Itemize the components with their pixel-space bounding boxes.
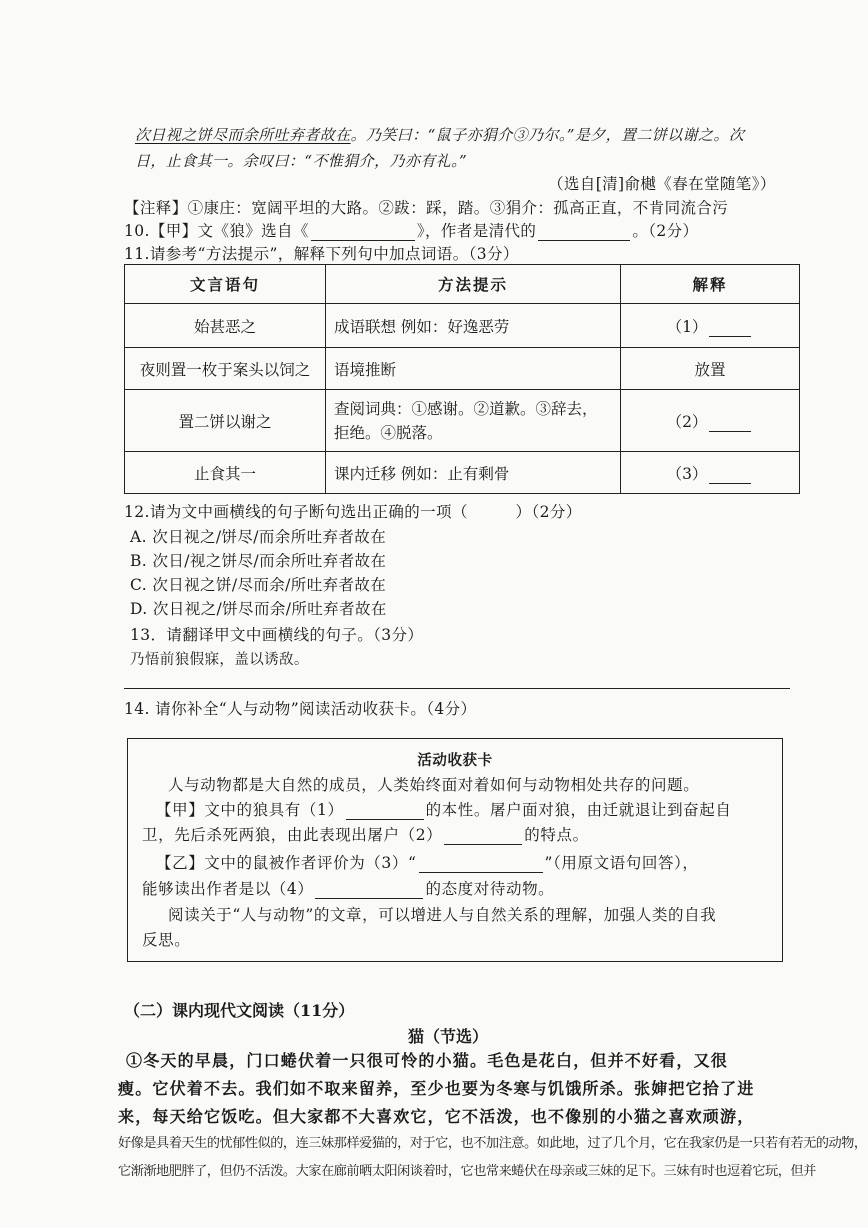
essay-line-2: 瘦。它伏着不去。我们如不取来留养，至少也要为冬寒与饥饿所杀。张婶把它拾了进 — [118, 1079, 755, 1098]
question-10: 10.【甲】文《狼》选自《 》，作者是清代的 。（2分） — [124, 222, 699, 240]
card-title: 活动收获卡 — [417, 752, 493, 769]
essay-title: 猫（节选） — [408, 1027, 489, 1046]
question-12-title: 12.请为文中画横线的句子断句选出正确的一项（ ）（2分） — [124, 503, 582, 521]
essay-line-3: 来，每天给它饭吃。但大家都不大喜欢它，它不活泼，也不像别的小猫之喜欢顽游， — [118, 1107, 755, 1126]
card-p7: 反思。 — [142, 931, 191, 949]
essay-line-5: 它渐渐地肥胖了，但仍不活泼。大家在廊前晒太阳闲谈着时，它也常来蜷伏在母亲或三妹的足下。三妹有时也逗着它玩，但并 — [118, 1164, 816, 1179]
card-blank-3[interactable] — [419, 871, 543, 873]
header-sentence: 文言语句 — [125, 265, 326, 304]
essay-line-4: 好像是具着天生的忧郁性似的，连三妹那样爱猫的，对于它，也不加注意。如此地，过了几个月，它在我家仍是一只若有若无的动物， — [118, 1136, 867, 1151]
row4-sentence: 止食其一 — [125, 452, 326, 494]
card-p4: 【乙】文中的鼠被作者评价为（3）“ ”（用原文语句回答）， — [156, 854, 699, 872]
question-14-title: 14. 请你补全“人与动物”阅读活动收获卡。（4分） — [124, 700, 477, 718]
blank-book-title[interactable] — [311, 239, 415, 241]
q13-sentence: 乃悟前狼假寐，盖以诱敌。 — [130, 652, 309, 668]
answer-blank-3[interactable] — [709, 482, 751, 484]
card-blank-4[interactable] — [315, 897, 423, 899]
card-blank-2[interactable] — [444, 843, 522, 845]
row2-sentence: 夜则置一枚于案头以饲之 — [125, 348, 326, 390]
blank-author[interactable] — [538, 239, 630, 241]
card-p1: 人与动物都是大自然的成员，人类始终面对着如何与动物相处共存的问题。 — [168, 776, 700, 794]
passage-line-1: 次日视之饼尽而余所吐弃者故在。乃笑曰：“鼠子亦狷介③乃尔。”是夕，置二饼以谢之。次 — [135, 126, 745, 144]
q12-option-c[interactable]: C. 次日视之饼/尽而余/所吐弃者故在 — [130, 576, 387, 594]
section-2-heading: （二）课内现代文阅读（11分） — [124, 1001, 355, 1020]
row2-tip: 语境推断 — [326, 348, 621, 390]
activity-card — [127, 738, 783, 962]
q12-option-b[interactable]: B. 次日/视之饼尽/而余所吐弃者故在 — [130, 552, 387, 570]
header-tip: 方法提示 — [326, 265, 621, 304]
question-13-title: 13．请翻译甲文中画横线的句子。（3分） — [130, 626, 424, 644]
row3-tip: 查阅词典：①感谢。②道歉。③辞去，拒绝。④脱落。 — [326, 390, 621, 452]
card-p6: 阅读关于“人与动物”的文章，可以增进人与自然关系的理解，加强人类的自我 — [168, 906, 717, 924]
card-p5: 能够读出作者是以（4） 的态度对待动物。 — [142, 880, 555, 898]
card-blank-1[interactable] — [346, 818, 424, 820]
notes: 【注释】①康庄：宽阔平坦的大路。②跋：踩，踏。③狷介：孤高正直，不肯同流合污 — [124, 199, 729, 217]
answer-line-q13[interactable] — [124, 688, 790, 689]
card-p3: 卫，先后杀死两狼，由此表现出屠户（2） 的特点。 — [142, 826, 589, 844]
header-answer: 解释 — [621, 265, 800, 304]
card-p2: 【甲】文中的狼具有（1） 的本性。屠户面对狼，由迁就退让到奋起自 — [156, 801, 732, 819]
question-11-title: 11.请参考“方法提示”，解释下列句中加点词语。（3分） — [124, 245, 519, 263]
essay-line-1: ①冬天的早晨，门口蜷伏着一只很可怜的小猫。毛色是花白，但并不好看，又很 — [126, 1051, 729, 1070]
q12-option-a[interactable]: A. 次日视之/饼尽/而余所吐弃者故在 — [130, 528, 387, 546]
q11-table — [124, 264, 800, 494]
row3-answer: （2） — [621, 390, 800, 452]
row1-sentence: 始甚恶之 — [125, 304, 326, 348]
passage-line-2: 日，止食其一。余叹曰：“不惟狷介，乃亦有礼。” — [135, 152, 468, 170]
row1-answer: （1） — [621, 304, 800, 348]
answer-blank-2[interactable] — [709, 430, 751, 432]
row1-tip: 成语联想 例如：好逸恶劳 — [326, 304, 621, 348]
q12-option-d[interactable]: D. 次日视之/饼尽而余/所吐弃者故在 — [130, 600, 387, 618]
row4-answer: （3） — [621, 452, 800, 494]
row4-tip: 课内迁移 例如：止有剩骨 — [326, 452, 621, 494]
row2-answer: 放置 — [621, 348, 800, 390]
underlined-sentence: 次日视之饼尽而余所吐弃者故在 — [135, 126, 351, 144]
row3-sentence: 置二饼以谢之 — [125, 390, 326, 452]
passage-source: （选自[清]俞樾《春在堂随笔》） — [548, 175, 776, 193]
answer-blank-1[interactable] — [709, 335, 751, 337]
